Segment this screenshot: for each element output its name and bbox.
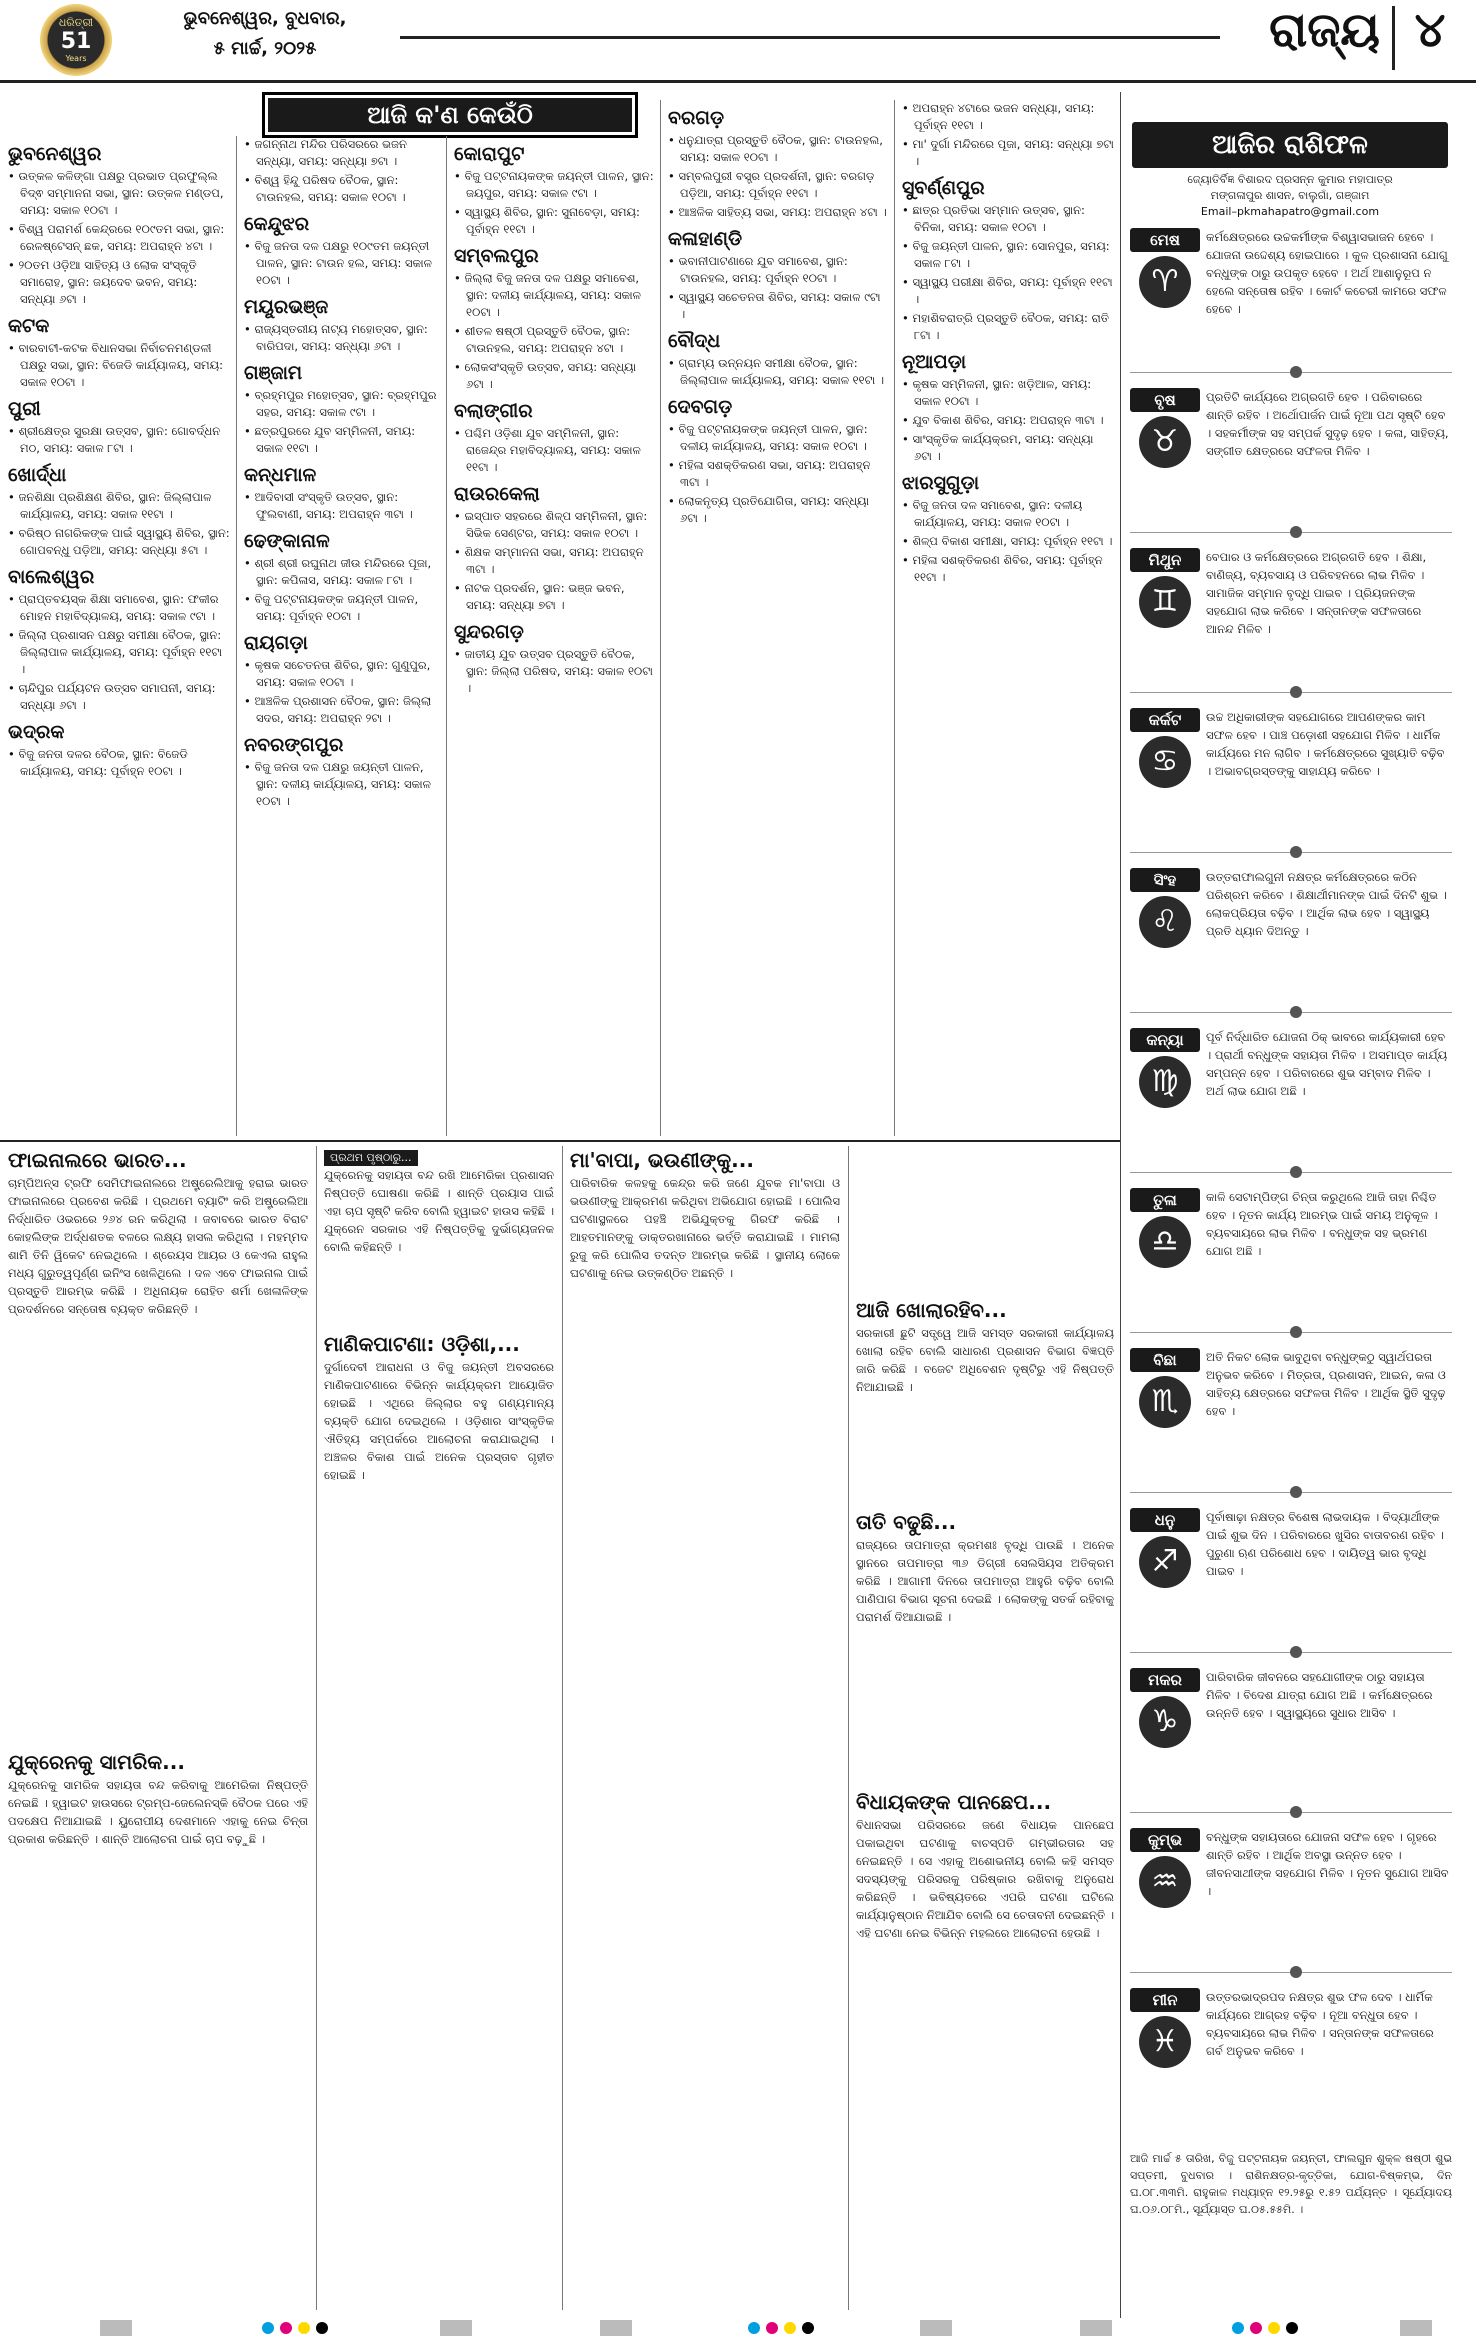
district-heading: କଳାହାଣ୍ଡି xyxy=(668,228,743,250)
separator-dot xyxy=(1290,1006,1302,1018)
event-listing: • ପ୍ରାପ୍ତବୟସ୍କ ଶିକ୍ଷା ସମାବେଶ, ସ୍ଥାନ: ଫକୀର ମୋହନ ମହାବିଦ୍ୟାଳୟ, ସମୟ: ସକାଳ ୯ଟା । xyxy=(8,591,230,625)
rashi-badge xyxy=(1130,548,1200,628)
column-divider xyxy=(236,136,237,1136)
district-heading: ଗଞ୍ଜାମ xyxy=(244,362,303,384)
event-listing: • ଆଦିବାସୀ ସଂସ୍କୃତି ଉତ୍ସବ, ସ୍ଥାନ: ଫୁଲବାଣୀ, ସମୟ: ଅପରାହ୍ନ ୩ଟା । xyxy=(244,489,440,523)
separator-dot xyxy=(1290,1646,1302,1658)
district-heading: କୋରାପୁଟ xyxy=(454,143,525,165)
district-heading: ବରଗଡ଼ xyxy=(668,107,725,129)
event-listing: • ବିଜୁ ଜନତା ଦଳ ପକ୍ଷରୁ ୧୦୯ତମ ଜୟନ୍ତୀ ପାଳନ, ସ୍ଥାନ: ଟାଉନ ହଲ, ସମୟ: ସକାଳ ୧୦ଟା । xyxy=(244,238,440,289)
zodiac-icon: ♓ xyxy=(1139,2016,1191,2068)
rashi-name: ମେଷ xyxy=(1130,228,1200,252)
logo-sub: Years xyxy=(65,54,87,63)
zodiac-icon: ♍ xyxy=(1139,1056,1191,1108)
event-listing: • ମହାଶିବରାତ୍ରି ପ୍ରସ୍ତୁତି ବୈଠକ, ସମୟ: ରାତି ୮ଟା । xyxy=(902,310,1114,344)
rashi-prediction: ଉତ୍ତରଭାଦ୍ରପଦ ନକ୍ଷତ୍ର ଶୁଭ ଫଳ ଦେବ । ଧାର୍ମିକ କାର୍ଯ୍ୟରେ ଆଗ୍ରହ ବଢ଼ିବ । ନୂଆ ବନ୍ଧୁତା ହେବ । ବ୍ୟବସାୟରେ ଲାଭ ମିଳିବ । ସନ୍ତାନଙ୍କ ସଫଳତାରେ ଗର୍ବ ଅନୁଭବ କରିବେ । xyxy=(1206,1990,1434,2058)
rashi-prediction: ଉଚ୍ଚ ଅଧିକାରୀଙ୍କ ସହଯୋଗରେ ଆପଣଙ୍କର କାମ ସଫଳ ହେବ । ପାଞ୍ଚ ପଡ଼ୋଶୀ ସହଯୋଗ ମିଳିବ । ଧାର୍ମିକ କାର୍ଯ୍ୟରେ ମନ ଲାଗିବ । କର୍ମକ୍ଷେତ୍ରରେ ସୁଖ୍ୟାତି ବଢ଼ିବ । ଅଭାବଗ୍ରସ୍ତଙ୍କୁ ସାହାଯ୍ୟ କରିବେ । xyxy=(1206,710,1445,778)
dateline xyxy=(135,4,395,64)
article-headline: ମା'ବାପା, ଭଉଣୀଙ୍କୁ... xyxy=(570,1148,754,1172)
event-listing: • କୃଷକ ସଚେତନତା ଶିବିର, ସ୍ଥାନ: ଗୁଣୁପୁର, ସମୟ: ସକାଳ ୧୦ଟା । xyxy=(244,657,440,691)
column-divider xyxy=(316,1146,317,2310)
rashi-name: କନ୍ୟା xyxy=(1130,1028,1200,1052)
article-headline: ଆଜି ଖୋଲାରହିବ... xyxy=(856,1298,1007,1322)
rashi-name: ସିଂହ xyxy=(1130,868,1200,892)
article-manikpatna xyxy=(324,1330,554,2298)
rashi-prediction: ବନ୍ଧୁଙ୍କ ସହାୟତାରେ ଯୋଜନା ସଫଳ ହେବ । ଗୃହରେ ଶାନ୍ତି ରହିବ । ଆର୍ଥିକ ଅବସ୍ଥା ଉନ୍ନତ ହେବ । ଜୀବନସାଥୀଙ୍କ ସହଯୋଗ ମିଳିବ । ନୂତନ ସୁଯୋଗ ଆସିବ । xyxy=(1206,1830,1449,1898)
yellow-dot xyxy=(784,2322,796,2334)
rashi-prediction: ଉତ୍ତରାଫାଲଗୁନୀ ନକ୍ଷତ୍ର କର୍ମକ୍ଷେତ୍ରରେ କଠିନ ପରିଶ୍ରମ କରିବେ । ଶିକ୍ଷାର୍ଥୀମାନଙ୍କ ପାଇଁ ଦିନଟି ଶୁଭ । ଲୋକପ୍ରିୟତା ବଢ଼ିବ । ଆର୍ଥିକ ଲାଭ ହେବ । ସ୍ୱାସ୍ଥ୍ୟ ପ୍ରତି ଧ୍ୟାନ ଦିଅନ୍ତୁ । xyxy=(1206,870,1447,938)
event-listing: • ବିଜୁ ଜନତା ଦଳ ପକ୍ଷରୁ ଜୟନ୍ତୀ ପାଳନ, ସ୍ଥାନ: ଦଳୀୟ କାର୍ଯ୍ୟାଳୟ, ସମୟ: ସକାଳ ୧୦ଟା । xyxy=(244,759,440,810)
article-ukraine xyxy=(8,1748,308,2296)
article-continued xyxy=(324,1146,554,1336)
page-number: ୪ xyxy=(1414,2,1446,58)
event-listing: • ମା' ଦୁର୍ଗା ମନ୍ଦିରରେ ପୂଜା, ସମୟ: ସନ୍ଧ୍ୟା ୭ଟା । xyxy=(902,136,1114,170)
cyan-dot xyxy=(262,2322,274,2334)
print-registration-strip xyxy=(0,2318,1476,2339)
event-listing: • ଉତ୍କଳ କଳିଙ୍ଗା ପକ୍ଷରୁ ପ୍ରଭାତ ପ୍ରଫୁଲ୍ଲ ବିଦ୍ଵ ସମ୍ମାନନା ସଭା, ସ୍ଥାନ: ଉତ୍କଳ ମଣ୍ଡପ, ସମୟ: ସକାଳ ୧୦ଟା । xyxy=(8,168,230,219)
article-headline: ତାତି ବଢୁଛି... xyxy=(856,1510,957,1534)
event-listing: • ବିଶ୍ୱ ପରାମର୍ଶ କେନ୍ଦ୍ରରେ ୧୦୯ତମ ସଭା, ସ୍ଥାନ: ରେଳଷ୍ଟେସନ୍ ଛକ, ସମୟ: ଅପରାହ୍ନ ୪ଟା । xyxy=(8,221,230,255)
event-listing: • ବିଶ୍ୱ ହିନ୍ଦୁ ପରିଷଦ ବୈଠକ, ସ୍ଥାନ: ଟାଉନହଲ, ସମୟ: ସକାଳ ୧୦ଟା । xyxy=(244,172,440,206)
agenda-column-1 xyxy=(8,136,230,1136)
event-listing: • ରାଜ୍ୟସ୍ତରୀୟ ନାଟ୍ୟ ମହୋତ୍ସବ, ସ୍ଥାନ: ବାରିପଦା, ସମୟ: ସନ୍ଧ୍ୟା ୬ଟା । xyxy=(244,321,440,355)
district-heading: ବଲାଙ୍ଗୀର xyxy=(454,400,533,422)
registration-block xyxy=(1400,2320,1432,2336)
rashi-prediction: ବେପାର ଓ କର୍ମକ୍ଷେତ୍ରରେ ଅଗ୍ରଗତି ହେବ । ଶିକ୍ଷା, ବାଣିଜ୍ୟ, ବ୍ୟବସାୟ ଓ ପରିବହନରେ ଲାଭ ମିଳିବ । ସାମାଜିକ ସମ୍ମାନ ବୃଦ୍ଧି ପାଇବ । ପ୍ରିୟଜନଙ୍କ ସହଯୋଗ ଲାଭ କରିବେ । ସନ୍ତାନଙ୍କ ସଫଳତାରେ ଆନନ୍ଦ ମିଳିବ । xyxy=(1206,550,1427,636)
rashi-prediction: ପୂର୍ବ ନିର୍ଦ୍ଧାରିତ ଯୋଜନା ଠିକ୍ ଭାବରେ କାର୍ଯ୍ୟକାରୀ ହେବ । ପ୍ରାର୍ଥୀ ବନ୍ଧୁଙ୍କ ସହାୟତା ମିଳିବ । ଅସମାପ୍ତ କାର୍ଯ୍ୟ ସମ୍ପନ୍ନ ହେବ । ପରିବାରରେ ଶୁଭ ସମ୍ବାଦ ମିଳିବ । ଅର୍ଥ ଲାଭ ଯୋଗ ଅଛି । xyxy=(1206,1030,1448,1098)
zodiac-icon: ♉ xyxy=(1139,416,1191,468)
event-listing: • ଶୀତଳ ଷଷ୍ଠୀ ପ୍ରସ୍ତୁତି ବୈଠକ, ସ୍ଥାନ: ଟାଉନହଲ, ସମୟ: ଅପରାହ୍ନ ୪ଟା । xyxy=(454,323,654,357)
article-body: ପାରିବାରିକ କଳହକୁ କେନ୍ଦ୍ର କରି ଜଣେ ଯୁବକ ମା'ବାପା ଓ ଭଉଣୀଙ୍କୁ ଆକ୍ରମଣ କରିଥିବା ଅଭିଯୋଗ ହୋଇଛି । ପୋଲିସ ଘଟଣାସ୍ଥଳରେ ପହଞ୍ଚି ଅଭିଯୁକ୍ତକୁ ଗିରଫ କରିଛି । ଆହତମାନଙ୍କୁ ଡାକ୍ତରଖାନାରେ ଭର୍ତ୍ତି କରାଯାଇଛି । ମାମଲା ରୁଜୁ କରି ପୋଲିସ ତଦନ୍ତ ଆରମ୍ଭ କରିଛି । ସ୍ଥାନୀୟ ଲୋକେ ଘଟଣାକୁ ନେଇ ଉତ୍କଣ୍ଠିତ ଅଛନ୍ତି । xyxy=(570,1176,840,1280)
event-listing: • ପଶ୍ଚିମ ଓଡ଼ିଶା ଯୁବ ସମ୍ମିଳନୀ, ସ୍ଥାନ: ରାଜେନ୍ଦ୍ର ମହାବିଦ୍ୟାଳୟ, ସମୟ: ସକାଳ ୧୧ଟା । xyxy=(454,425,654,476)
registration-block xyxy=(600,2320,632,2336)
event-listing: • ବିଜୁ ଜନତା ଦଳ ସମାବେଶ, ସ୍ଥାନ: ଦଳୀୟ କାର୍ଯ୍ୟାଳୟ, ସମୟ: ସକାଳ ୧୦ଟା । xyxy=(902,497,1114,531)
event-listing: • ଚାନ୍ଦିପୁର ପର୍ଯ୍ୟଟନ ଉତ୍ସବ ସମାପନୀ, ସମୟ: ସନ୍ଧ୍ୟା ୬ଟା । xyxy=(8,680,230,714)
article-headline: ମାଣିକପାଟଣା: ଓଡ଼ିଶା,... xyxy=(324,1332,520,1356)
page-section-title: ରାଜ୍ୟ xyxy=(1269,2,1380,58)
author-name: ଜ୍ୟୋତିର୍ବିଜ୍ଞ ବିଶାରଦ ପ୍ରସନ୍ନ କୁମାର ମହାପାତ୍ର xyxy=(1187,173,1393,186)
event-listing: • ଯୁବ ବିକାଶ ଶିବିର, ସମୟ: ଅପରାହ୍ନ ୩ଟା । xyxy=(902,412,1114,429)
district-heading: ନୂଆପଡ଼ା xyxy=(902,351,967,373)
magenta-dot xyxy=(766,2322,778,2334)
column-divider xyxy=(446,136,447,1136)
rashi-prediction: ପ୍ରତିଟି କାର୍ଯ୍ୟରେ ଅଗ୍ରଗତି ହେବ । ପରିବାରରେ ଶାନ୍ତି ରହିବ । ଅର୍ଥୋପାର୍ଜନ ପାଇଁ ନୂଆ ପଥ ସୃଷ୍ଟି ହେବ । ସହକର୍ମୀଙ୍କ ସହ ସମ୍ପର୍କ ସୁଦୃଢ଼ ହେବ । କଳା, ସାହିତ୍ୟ, ସଙ୍ଗୀତ କ୍ଷେତ୍ରରେ ସଫଳତା ମିଳିବ । xyxy=(1206,390,1449,458)
cyan-dot xyxy=(1232,2322,1244,2334)
rashifal-title: ଆଜିର ରାଶିଫଳ xyxy=(1132,122,1448,168)
event-listing: • ଜନଶିକ୍ଷା ପ୍ରଶିକ୍ଷଣ ଶିବିର, ସ୍ଥାନ: ଜିଲ୍ଲାପାଳ କାର୍ଯ୍ୟାଳୟ, ସମୟ: ସକାଳ ୧୧ଟା । xyxy=(8,489,230,523)
yellow-dot xyxy=(298,2322,310,2334)
district-heading: ଖୋର୍ଦ୍ଧା xyxy=(8,464,67,486)
agenda-column-4 xyxy=(668,100,888,1136)
event-listing: • ଇସ୍ପାତ ସହରରେ ଶିଳ୍ପ ସମ୍ମିଳନୀ, ସ୍ଥାନ: ସିଭିକ ସେଣ୍ଟର, ସମୟ: ସକାଳ ୧୦ଟା । xyxy=(454,508,654,542)
event-listing: • ସାଂସ୍କୃତିକ କାର୍ଯ୍ୟକ୍ରମ, ସମୟ: ସନ୍ଧ୍ୟା ୬ଟା । xyxy=(902,431,1114,465)
district-heading: କେନ୍ଦୁଝର xyxy=(244,213,310,235)
event-listing: • ଜିଲ୍ଲା ପ୍ରଶାସନ ପକ୍ଷରୁ ସମୀକ୍ଷା ବୈଠକ, ସ୍ଥାନ: ଜିଲ୍ଲାପାଳ କାର୍ଯ୍ୟାଳୟ, ସମୟ: ପୂର୍ବାହ୍ନ ୧୧ଟା । xyxy=(8,627,230,678)
event-listing: • ଗ୍ରାମ୍ୟ ଉନ୍ନୟନ ସମୀକ୍ଷା ବୈଠକ, ସ୍ଥାନ: ଜିଲ୍ଲାପାଳ କାର୍ଯ୍ୟାଳୟ, ସମୟ: ସକାଳ ୧୧ଟା । xyxy=(668,355,888,389)
rashi-name: ତୁଳା xyxy=(1130,1188,1200,1212)
black-dot xyxy=(802,2322,814,2334)
registration-block xyxy=(1080,2320,1112,2336)
event-listing: • ବ୍ରହ୍ମପୁର ମହୋତ୍ସବ, ସ୍ଥାନ: ବ୍ରହ୍ମପୁର ସହର, ସମୟ: ସକାଳ ୯ଟା । xyxy=(244,387,440,421)
rashi-badge xyxy=(1130,708,1200,788)
rashifal-divider xyxy=(1120,92,1121,2318)
rashi-name: ଧନୁ xyxy=(1130,1508,1200,1532)
district-heading: କଟକ xyxy=(8,315,50,337)
panchang-text: ଆଜି ମାର୍ଚ୍ଚ ୫ ତାରିଖ, ବିଜୁ ପଟ୍ଟନାୟକ ଜୟନ୍ତୀ, ଫାଲଗୁନ ଶୁକ୍ଳ ଷଷ୍ଠୀ ଶୁଭ ସପ୍ତମୀ, ବୁଧବାର । ରାଶିନକ୍ଷତ୍ର-କୃତ୍ତିକା, ଯୋଗ-ବିଷ୍କମ୍ଭ, ଦିନ ଘ.୦୮.୩୩ମି. ରାହୁକାଳ ମଧ୍ୟାହ୍ନ ୧୨.୨୫ରୁ ୧.୫୨ ପର୍ଯ୍ୟନ୍ତ । ସୂର୍ଯ୍ୟୋଦୟ ଘ.୦୬.୦୮ମି., ସୂର୍ଯ୍ୟାସ୍ତ ଘ.୦୫.୫୫ମି. । xyxy=(1130,2152,1452,2216)
event-listing: • ବିଜୁ ପଟ୍ଟନାୟକଙ୍କ ଜୟନ୍ତୀ ପାଳନ, ସମୟ: ପୂର୍ବାହ୍ନ ୧୦ଟା । xyxy=(244,591,440,625)
district-heading: ରାୟଗଡ଼ା xyxy=(244,632,308,654)
column-divider xyxy=(660,100,661,1136)
zodiac-icon: ♒ xyxy=(1139,1856,1191,1908)
event-listing: • ବିଜୁ ଜନତା ଦଳର ବୈଠକ, ସ୍ଥାନ: ବିଜେଡି କାର୍ଯ୍ୟାଳୟ, ସମୟ: ପୂର୍ବାହ୍ନ ୧୦ଟା । xyxy=(8,746,230,780)
article-final xyxy=(8,1146,308,1774)
event-listing: • ମହିଳା ସଶକ୍ତିକରଣ ସଭା, ସମୟ: ଅପରାହ୍ନ ୩ଟା । xyxy=(668,457,888,491)
event-listing: • ନାଟକ ପ୍ରଦର୍ଶନ, ସ୍ଥାନ: ଭଞ୍ଜ ଭବନ, ସମୟ: ସନ୍ଧ୍ୟା ୭ଟା । xyxy=(454,580,654,614)
article-open-today xyxy=(856,1146,1114,1494)
district-heading: ଢେଙ୍କାନାଳ xyxy=(244,530,330,552)
district-heading: ରାଉରକେଲା xyxy=(454,483,540,505)
rashifal-author xyxy=(1132,172,1448,220)
separator-dot xyxy=(1290,526,1302,538)
event-listing: • ଲୋକନୃତ୍ୟ ପ୍ରତିଯୋଗିତା, ସମୟ: ସନ୍ଧ୍ୟା ୬ଟା । xyxy=(668,493,888,527)
registration-block xyxy=(100,2320,132,2336)
separator-dot xyxy=(1290,1966,1302,1978)
rashi-prediction: କର୍ମକ୍ଷେତ୍ରରେ ଉଚ୍ଚକର୍ମୀଙ୍କ ବିଶ୍ୱାସଭାଜନ ହେବେ । ଯୋଜନା ଉଦ୍ଦେଶ୍ୟ ହୋଇପାରେ । କୁଳ ପ୍ରଶାସନା ଯୋଗୁ ବନ୍ଧୁଙ୍କ ଠାରୁ ଉପକୃତ ହେବେ । ଅର୍ଥ ଆଶାନୁରୂପ ନ ହେଲେ ସନ୍ତୋଷ ରହିବ । କୋର୍ଟ କଚେରୀ କାମରେ ସଫଳ ହେବେ । xyxy=(1206,230,1448,316)
event-listing: • ବିଜୁ ପଟ୍ଟନାୟକଙ୍କ ଜୟନ୍ତୀ ପାଳନ, ସ୍ଥାନ: ଦଳୀୟ କାର୍ଯ୍ୟାଳୟ, ସମୟ: ସକାଳ ୧୦ଟା । xyxy=(668,421,888,455)
black-dot xyxy=(1286,2322,1298,2334)
black-dot xyxy=(316,2322,328,2334)
rashi-name: ମୀନ xyxy=(1130,1988,1200,2012)
event-listing: • ସ୍ୱାସ୍ଥ୍ୟ ଶିବିର, ସ୍ଥାନ: ସୁନାବେଡ଼ା, ସମୟ: ପୂର୍ବାହ୍ନ ୧୧ଟା । xyxy=(454,204,654,238)
separator-dot xyxy=(1290,366,1302,378)
rashi-badge xyxy=(1130,388,1200,468)
rashi-badge xyxy=(1130,1508,1200,1588)
district-heading: ଦେବଗଡ଼ xyxy=(668,396,733,418)
column-divider xyxy=(562,1146,563,2310)
rashi-prediction: ଅତି ନିକଟ ଲୋକ ଭାବୁଥିବା ବନ୍ଧୁଙ୍କଠୁ ସ୍ୱାର୍ଥପରତା ଅନୁଭବ କରିବେ । ମିତ୍ରତା, ପ୍ରଶାସନ, ଆଇନ, କଳା ଓ ସାହିତ୍ୟ କ୍ଷେତ୍ରରେ ସଫଳତା ମିଳିବ । ଆର୍ଥିକ ସ୍ଥିତି ସୁଦୃଢ଼ ହେବ । xyxy=(1206,1350,1446,1418)
event-listing: • ସ୍ୱାସ୍ଥ୍ୟ ପରୀକ୍ଷା ଶିବିର, ସମୟ: ପୂର୍ବାହ୍ନ ୧୧ଟା । xyxy=(902,274,1114,308)
event-listing: • ବାରବାଟୀ-କଟକ ବିଧାନସଭା ନିର୍ବାଚନମଣ୍ଡଳୀ ପକ୍ଷରୁ ସଭା, ସ୍ଥାନ: ବିଜେଡି କାର୍ଯ୍ୟାଳୟ, ସମୟ: ସକାଳ ୧୦ଟା । xyxy=(8,340,230,391)
magenta-dot xyxy=(1250,2322,1262,2334)
zodiac-icon: ♏ xyxy=(1139,1376,1191,1428)
article-body: ଯୁକ୍ରେନକୁ ସାମରିକ ସହାୟତା ବନ୍ଦ କରିବାକୁ ଆମେରିକା ନିଷ୍ପତ୍ତି ନେଇଛି । ହ୍ୱାଇଟ ହାଉସରେ ଟ୍ରମ୍ପ-ଜେଲେନସ୍କି ବୈଠକ ପରେ ଏହି ପଦକ୍ଷେପ ନିଆଯାଇଛି । ୟୁରୋପୀୟ ଦେଶମାନେ ଏହାକୁ ନେଇ ଚିନ୍ତା ପ୍ରକାଶ କରିଛନ୍ତି । ଶାନ୍ତି ଆଲୋଚନା ପାଇଁ ଚାପ ବଢ଼ୁଛି । xyxy=(8,1778,308,1846)
author-email: Email–pkmahapatro@gmail.com xyxy=(1200,205,1380,218)
lower-section-rule xyxy=(0,1140,1120,1142)
newspaper-logo xyxy=(40,4,112,76)
separator-dot xyxy=(1290,686,1302,698)
event-listing: • ଧନୁଯାତ୍ରା ପ୍ରସ୍ତୁତି ବୈଠକ, ସ୍ଥାନ: ଟାଉନହଲ, ସମୟ: ସକାଳ ୧୦ଟା । xyxy=(668,132,888,166)
event-listing: • ବିଜୁ ଜୟନ୍ତୀ ପାଳନ, ସ୍ଥାନ: ସୋନପୁର, ସମୟ: ସକାଳ ୮ଟା । xyxy=(902,238,1114,272)
page-number-divider xyxy=(1392,6,1395,70)
article-headline: ଫାଇନାଲରେ ଭାରତ... xyxy=(8,1148,187,1172)
event-listing: • ଲୋକସଂସ୍କୃତି ଉତ୍ସବ, ସମୟ: ସନ୍ଧ୍ୟା ୬ଟା । xyxy=(454,359,654,393)
rashi-name: ମିଥୁନ xyxy=(1130,548,1200,572)
event-listing: • ଆଞ୍ଚଳିକ ସାହିତ୍ୟ ସଭା, ସମୟ: ଅପରାହ୍ନ ୪ଟା । xyxy=(668,204,888,221)
event-listing: • ଛତ୍ରପୁରରେ ଯୁବ ସମ୍ମିଳନୀ, ସମୟ: ସକାଳ ୧୧ଟା । xyxy=(244,423,440,457)
column-divider xyxy=(848,1146,849,2310)
logo-title: ଧରିତ୍ରୀ xyxy=(58,16,94,29)
registration-block xyxy=(920,2320,952,2336)
article-mla xyxy=(856,1788,1114,2296)
event-listing: • ଜିଲ୍ଲା ବିଜୁ ଜନତା ଦଳ ପକ୍ଷରୁ ସମାବେଶ, ସ୍ଥାନ: ଦଳୀୟ କାର୍ଯ୍ୟାଳୟ, ସମୟ: ସକାଳ ୧୦ଟା । xyxy=(454,270,654,321)
zodiac-icon: ♊ xyxy=(1139,576,1191,628)
article-headline: ଯୁକ୍ରେନକୁ ସାମରିକ... xyxy=(8,1750,185,1774)
dateline-day: ଭୁବନେଶ୍ୱର, ବୁଧବାର, xyxy=(183,8,347,29)
yellow-dot xyxy=(1268,2322,1280,2334)
logo-number: 51 xyxy=(60,29,92,54)
zodiac-icon: ♐ xyxy=(1139,1536,1191,1588)
cyan-dot xyxy=(748,2322,760,2334)
front-page-tag: ପ୍ରଥମ ପୃଷ୍ଠାରୁ... xyxy=(324,1150,418,1166)
district-heading: ମୟୂରଭଞ୍ଜ xyxy=(244,296,329,318)
event-listing: • ଅପରାହ୍ନ ୪ଟାରେ ଭଜନ ସନ୍ଧ୍ୟା, ସମୟ: ପୂର୍ବାହ୍ନ ୧୧ଟା । xyxy=(902,100,1114,134)
event-listing: • ୨୦ତମ ଓଡ଼ିଆ ସାହିତ୍ୟ ଓ ଲୋକ ସଂସ୍କୃତି ସମାରୋହ, ସ୍ଥାନ: ଜୟଦେବ ଭବନ, ସମୟ: ସନ୍ଧ୍ୟା ୬ଟା । xyxy=(8,257,230,308)
district-heading: ଭୁବନେଶ୍ୱର xyxy=(8,143,102,165)
district-heading: ନବରଙ୍ଗପୁର xyxy=(244,734,344,756)
magenta-dot xyxy=(280,2322,292,2334)
article-family xyxy=(570,1146,840,2294)
event-listing: • ଶ୍ରୀକ୍ଷେତ୍ର ସୁରକ୍ଷା ଉତ୍ସବ, ସ୍ଥାନ: ଗୋବର୍ଦ୍ଧନ ମଠ, ସମୟ: ସକାଳ ୮ଟା । xyxy=(8,423,230,457)
event-listing: • କୃଷକ ସମ୍ମିଳନୀ, ସ୍ଥାନ: ଖଡ଼ିଆଳ, ସମୟ: ସକାଳ ୧୦ଟା । xyxy=(902,376,1114,410)
separator-dot xyxy=(1290,1486,1302,1498)
event-listing: • ଭବାନୀପାଟଣାରେ ଯୁବ ସମାବେଶ, ସ୍ଥାନ: ଟାଉନହଲ, ସମୟ: ପୂର୍ବାହ୍ନ ୧୦ଟା । xyxy=(668,253,888,287)
rashi-badge xyxy=(1130,1028,1200,1108)
rashi-name: ବିଛା xyxy=(1130,1348,1200,1372)
event-listing: • ଆଞ୍ଚଳିକ ପ୍ରଶାସନ ବୈଠକ, ସ୍ଥାନ: ଜିଲ୍ଲା ସଦର, ସମୟ: ଅପରାହ୍ନ ୨ଟା । xyxy=(244,693,440,727)
article-body: ରାଜ୍ୟରେ ତାପମାତ୍ରା କ୍ରମଶଃ ବୃଦ୍ଧି ପାଉଛି । ଅନେକ ସ୍ଥାନରେ ତାପମାତ୍ରା ୩୬ ଡିଗ୍ରୀ ସେଲସିୟସ ଅତିକ୍ରମ କରିଛି । ଆଗାମୀ ଦିନରେ ତାପମାତ୍ରା ଆହୁରି ବଢ଼ିବ ବୋଲି ପାଣିପାଗ ବିଭାଗ ସୂଚନା ଦେଇଛି । ଲୋକଙ୍କୁ ସତର୍କ ରହିବାକୁ ପରାମର୍ଶ ଦିଆଯାଇଛି । xyxy=(856,1538,1114,1624)
rashi-name: କର୍କଟ xyxy=(1130,708,1200,732)
rashi-badge xyxy=(1130,868,1200,948)
agenda-banner: ଆଜି କ'ଣ କେଉଁଠି xyxy=(262,92,638,138)
rashi-prediction: ପାରିବାରିକ ଜୀବନରେ ସହଯୋଗୀଙ୍କ ଠାରୁ ସହାୟତା ମିଳିବ । ବିଦେଶ ଯାତ୍ରା ଯୋଗ ଅଛି । କର୍ମକ୍ଷେତ୍ରରେ ଉନ୍ନତି ହେବ । ସ୍ୱାସ୍ଥ୍ୟରେ ସୁଧାର ଆସିବ । xyxy=(1206,1670,1433,1720)
event-listing: • ମହିଳା ସଶକ୍ତିକରଣ ଶିବିର, ସମୟ: ପୂର୍ବାହ୍ନ ୧୧ଟା । xyxy=(902,552,1114,586)
district-heading: ସୁନ୍ଦରଗଡ଼ xyxy=(454,621,524,643)
separator-dot xyxy=(1290,846,1302,858)
event-listing: • ଜାତୀୟ ଯୁବ ଉତ୍ସବ ପ୍ରସ୍ତୁତି ବୈଠକ, ସ୍ଥାନ: ଜିଲ୍ଲା ପରିଷଦ, ସମୟ: ସକାଳ ୧୦ଟା । xyxy=(454,646,654,697)
rashi-badge xyxy=(1130,1348,1200,1428)
district-heading: ସୁବର୍ଣ୍ଣପୁର xyxy=(902,177,985,199)
rashi-name: କୁମ୍ଭ xyxy=(1130,1828,1200,1852)
rashi-badge xyxy=(1130,1188,1200,1268)
event-listing: • ଶିକ୍ଷକ ସମ୍ମାନନା ସଭା, ସମୟ: ଅପରାହ୍ନ ୩ଟା । xyxy=(454,544,654,578)
article-body: ସରକାରୀ ଛୁଟି ସତ୍ତ୍ୱେ ଆଜି ସମସ୍ତ ସରକାରୀ କାର୍ଯ୍ୟାଳୟ ଖୋଲା ରହିବ ବୋଲି ସାଧାରଣ ପ୍ରଶାସନ ବିଭାଗ ବିଜ୍ଞପ୍ତି ଜାରି କରିଛି । ବଜେଟ ଅଧିବେଶନ ଦୃଷ୍ଟିରୁ ଏହି ନିଷ୍ପତ୍ତି ନିଆଯାଇଛି । xyxy=(856,1326,1114,1394)
agenda-column-2 xyxy=(244,136,440,1136)
rashi-badge xyxy=(1130,1988,1200,2068)
rashi-prediction: କାଳି ସେଟାମ୍ପିଙ୍ଗ ଚିନ୍ତା କରୁଥିଲେ ଆଜି ତାହା ନିଶ୍ଚିତ ହେବ । ନୂତନ କାର୍ଯ୍ୟ ଆରମ୍ଭ ପାଇଁ ସମୟ ଅନୁକୂଳ । ବ୍ୟବସାୟରେ ଲାଭ ମିଳିବ । ବନ୍ଧୁଙ୍କ ସହ ଭ୍ରମଣ ଯୋଗ ଅଛି । xyxy=(1206,1190,1438,1258)
event-listing: • ସ୍ୱାସ୍ଥ୍ୟ ସଚେତନତା ଶିବିର, ସମୟ: ସକାଳ ୯ଟା । xyxy=(668,289,888,323)
rashi-name: ମକର xyxy=(1130,1668,1200,1692)
district-heading: ବୌଦ୍ଧ xyxy=(668,330,721,352)
header-rule xyxy=(400,36,1220,39)
dateline-date: ୫ ମାର୍ଚ୍ଚ, ୨୦୨୫ xyxy=(213,38,317,59)
zodiac-icon: ♑ xyxy=(1139,1696,1191,1748)
event-listing: • ଶ୍ରୀ ଶ୍ରୀ ରଘୁନାଥ ଜୀଉ ମନ୍ଦିରରେ ପୂଜା, ସ୍ଥାନ: କପିଳାସ, ସମୟ: ସକାଳ ୮ଟା । xyxy=(244,555,440,589)
zodiac-icon: ♋ xyxy=(1139,736,1191,788)
agenda-column-3 xyxy=(454,136,654,1136)
zodiac-icon: ♈ xyxy=(1139,256,1191,308)
event-listing: • ବରିଷ୍ଠ ନାଗରିକଙ୍କ ପାଇଁ ସ୍ୱାସ୍ଥ୍ୟ ଶିବିର, ସ୍ଥାନ: ଗୋପବନ୍ଧୁ ପଡ଼ିଆ, ସମୟ: ସନ୍ଧ୍ୟା ୫ଟା । xyxy=(8,525,230,559)
event-listing: • ବିଜୁ ପଟ୍ଟନାୟକଙ୍କ ଜୟନ୍ତୀ ପାଳନ, ସ୍ଥାନ: ଜୟପୁର, ସମୟ: ସକାଳ ୯ଟା । xyxy=(454,168,654,202)
article-body: ବିଧାନସଭା ପରିସରରେ ଜଣେ ବିଧାୟକ ପାନଛେପ ପକାଇଥିବା ଘଟଣାକୁ ବାଚସ୍ପତି ଗମ୍ଭୀରତାର ସହ ନେଇଛନ୍ତି । ସେ ଏହାକୁ ଅଶୋଭନୀୟ ବୋଲି କହି ସମସ୍ତ ସଦସ୍ୟଙ୍କୁ ପରିସରକୁ ପରିଷ୍କାର ରଖିବାକୁ ଅନୁରୋଧ କରିଛନ୍ତି । ଭବିଷ୍ୟତରେ ଏପରି ଘଟଣା ଘଟିଲେ କାର୍ଯ୍ୟାନୁଷ୍ଠାନ ନିଆଯିବ ବୋଲି ସେ ଚେତାବନୀ ଦେଇଛନ୍ତି । ଏହି ଘଟଣା ନେଇ ବିଭିନ୍ନ ମହଲରେ ଆଲୋଚନା ହେଉଛି । xyxy=(856,1818,1114,1940)
rashi-prediction: ପୂର୍ବାଷାଢ଼ା ନକ୍ଷତ୍ର ବିଶେଷ ଲାଭଦାୟକ । ବିଦ୍ୟାର୍ଥୀଙ୍କ ପାଇଁ ଶୁଭ ଦିନ । ପରିବାରରେ ଖୁସିର ବାତାବରଣ ରହିବ । ପୁରୁଣା ଋଣ ପରିଶୋଧ ହେବ । ଦାୟିତ୍ୱ ଭାର ବୃଦ୍ଧି ପାଇବ । xyxy=(1206,1510,1444,1578)
article-body: ଯୁକ୍ରେନକୁ ସହାୟତା ବନ୍ଦ ରଖି ଆମେରିକା ପ୍ରଶାସନ ନିଷ୍ପତ୍ତି ଘୋଷଣା କରିଛି । ଶାନ୍ତି ପ୍ରୟାସ ପାଇଁ ଏହା ଚାପ ସୃଷ୍ଟି କରିବ ବୋଲି ହ୍ୱାଇଟ ହାଉସ କହିଛି । ଯୁକ୍ରେନ ସରକାର ଏହି ନିଷ୍ପତ୍ତିକୁ ଦୁର୍ଭାଗ୍ୟଜନକ ବୋଲି କହିଛନ୍ତି । xyxy=(324,1168,554,1254)
district-heading: ଝାରସୁଗୁଡ଼ା xyxy=(902,472,980,494)
separator-dot xyxy=(1290,1166,1302,1178)
column-divider xyxy=(894,100,895,1136)
article-heat xyxy=(856,1508,1114,1756)
district-heading: ପୁରୀ xyxy=(8,398,41,420)
district-heading: କନ୍ଧମାଳ xyxy=(244,464,317,486)
article-body: ଚାମ୍ପିଅନ୍ସ ଟ୍ରଫି ସେମିଫାଇନାଲରେ ଅଷ୍ଟ୍ରେଲିଆକୁ ହରାଇ ଭାରତ ଫାଇନାଲରେ ପ୍ରବେଶ କରିଛି । ପ୍ରଥମେ ବ୍ୟାଟିଂ କରି ଅଷ୍ଟ୍ରେଲିଆ ନିର୍ଦ୍ଧାରିତ ଓଭରରେ ୨୬୪ ରନ କରିଥିଲା । ଜବାବରେ ଭାରତ ବିରାଟ କୋହଲିଙ୍କ ଅର୍ଦ୍ଧଶତକ ବଳରେ ଲକ୍ଷ୍ୟ ହାସଲ କରିଥିଲା । ମହମ୍ମଦ ଶାମି ତିନି ୱିକେଟ ନେଇଥିଲେ । ଶ୍ରେୟସ ଆୟର ଓ କେଏଲ ରାହୁଲ ମଧ୍ୟ ଗୁରୁତ୍ୱପୂର୍ଣ୍ଣ ଇନିଂସ ଖେଳିଥିଲେ । ଦଳ ଏବେ ଫାଇନାଲ ପାଇଁ ପ୍ରସ୍ତୁତି ଆରମ୍ଭ କରିଛି । ଅଧିନାୟକ ରୋହିତ ଶର୍ମା ଖେଳାଳିଙ୍କ ପ୍ରଦର୍ଶନରେ ସନ୍ତୋଷ ବ୍ୟକ୍ତ କରିଛନ୍ତି । xyxy=(8,1176,308,1316)
event-listing: • ଶିଳ୍ପ ବିକାଶ ସମୀକ୍ଷା, ସମୟ: ପୂର୍ବାହ୍ନ ୧୧ଟା । xyxy=(902,533,1114,550)
registration-block xyxy=(440,2320,472,2336)
zodiac-icon: ♌ xyxy=(1139,896,1191,948)
district-heading: ଭଦ୍ରକ xyxy=(8,721,65,743)
article-body: ଦୁର୍ଗାଦେବୀ ଆରାଧନା ଓ ବିଜୁ ଜୟନ୍ତୀ ଅବସରରେ ମାଣିକପାଟଣାରେ ବିଭିନ୍ନ କାର୍ଯ୍ୟକ୍ରମ ଆୟୋଜିତ ହୋଇଛି । ଏଥିରେ ଜିଲ୍ଲାର ବହୁ ଗଣ୍ୟମାନ୍ୟ ବ୍ୟକ୍ତି ଯୋଗ ଦେଇଥିଲେ । ଓଡ଼ିଶାର ସାଂସ୍କୃତିକ ଐତିହ୍ୟ ସମ୍ପର୍କରେ ଆଲୋଚନା କରାଯାଇଥିଲା । ଅଞ୍ଚଳର ବିକାଶ ପାଇଁ ଅନେକ ପ୍ରସ୍ତାବ ଗୃହୀତ ହୋଇଛି । xyxy=(324,1360,554,1482)
rashi-badge xyxy=(1130,1668,1200,1748)
district-heading: ବାଲେଶ୍ୱର xyxy=(8,566,95,588)
event-listing: • ସମ୍ବଲପୁରୀ ବସ୍ତ୍ର ପ୍ରଦର୍ଶନୀ, ସ୍ଥାନ: ବରଗଡ଼ ପଡ଼ିଆ, ସମୟ: ପୂର୍ବାହ୍ନ ୧୧ଟା । xyxy=(668,168,888,202)
separator-dot xyxy=(1290,1326,1302,1338)
article-headline: ବିଧାୟକଙ୍କ ପାନଛେପ... xyxy=(856,1790,1052,1814)
agenda-column-5 xyxy=(902,100,1114,1136)
rashi-name: ବୃଷ xyxy=(1130,388,1200,412)
event-listing: • ଛାତ୍ର ପ୍ରତିଭା ସମ୍ମାନ ଉତ୍ସବ, ସ୍ଥାନ: ବିନିକା, ସମୟ: ସକାଳ ୧୦ଟା । xyxy=(902,202,1114,236)
district-heading: ସମ୍ବଲପୁର xyxy=(454,245,539,267)
zodiac-icon: ♎ xyxy=(1139,1216,1191,1268)
event-listing: • ଜଗନ୍ନାଥ ମନ୍ଦିର ପରିସରରେ ଭଜନ ସନ୍ଧ୍ୟା, ସମୟ: ସନ୍ଧ୍ୟା ୭ଟା । xyxy=(244,136,440,170)
separator-dot xyxy=(1290,1806,1302,1818)
rashi-badge xyxy=(1130,228,1200,308)
rashi-badge xyxy=(1130,1828,1200,1908)
author-address: ମଙ୍ଗଳାପୁର ଶାସନ, ବାଲୁଗାଁ, ଗଞ୍ଜାମ xyxy=(1210,189,1370,202)
